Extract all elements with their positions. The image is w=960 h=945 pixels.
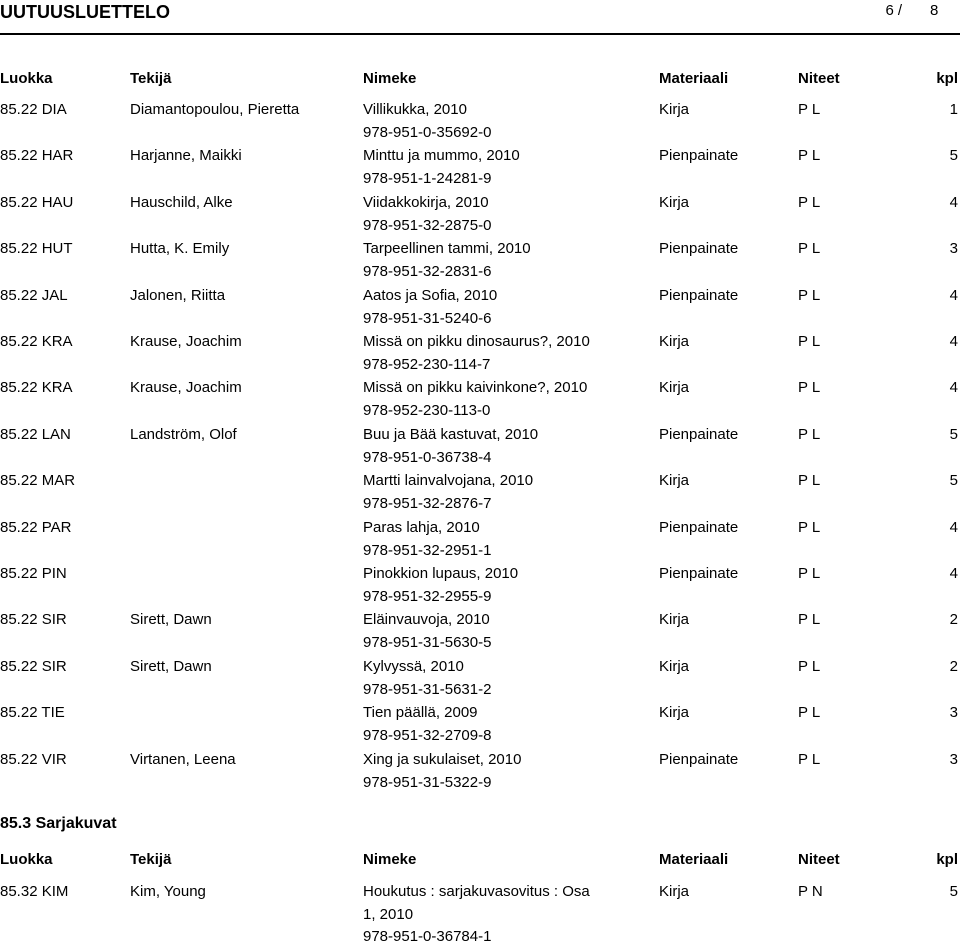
column-header-niteet: Niteet xyxy=(798,851,840,868)
cell-tekija: Krause, Joachim xyxy=(130,333,242,350)
cell-kpl: 3 xyxy=(949,704,958,721)
cell-isbn: 978-951-32-2831-6 xyxy=(363,263,492,280)
cell-luokka: 85.22 SIR xyxy=(0,658,67,675)
table-header-2 xyxy=(0,851,960,871)
cell-tekija: Landström, Olof xyxy=(130,426,237,443)
cell-luokka: 85.22 PAR xyxy=(0,519,72,536)
cell-isbn: 978-951-32-2951-1 xyxy=(363,542,492,559)
cell-kpl: 3 xyxy=(949,751,958,768)
table-row xyxy=(0,565,960,609)
cell-materiaali: Kirja xyxy=(659,472,690,489)
cell-niteet: P L xyxy=(798,751,821,768)
column-header-tekija: Tekijä xyxy=(130,851,172,868)
cell-tekija: Hutta, K. Emily xyxy=(130,240,230,257)
cell-luokka: 85.22 SIR xyxy=(0,611,67,628)
cell-tekija: Harjanne, Maikki xyxy=(130,147,242,164)
table-header xyxy=(0,70,960,90)
cell-materiaali: Kirja xyxy=(659,704,690,721)
column-header-materiaali: Materiaali xyxy=(659,851,729,868)
table-row xyxy=(0,101,960,145)
cell-isbn: 978-951-32-2709-8 xyxy=(363,727,492,744)
cell-luokka: 85.22 VIR xyxy=(0,751,67,768)
cell-isbn: 978-951-0-36738-4 xyxy=(363,449,492,466)
cell-tekija: Sirett, Dawn xyxy=(130,658,212,675)
cell-luokka: 85.22 DIA xyxy=(0,101,67,118)
cell-nimeke: Pinokkion lupaus, 2010 xyxy=(363,565,519,582)
cell-nimeke: Houkutus : sarjakuvasovitus : Osa xyxy=(363,883,590,900)
cell-luokka: 85.22 PIN xyxy=(0,565,67,582)
cell-kpl: 4 xyxy=(949,333,958,350)
cell-isbn: 978-952-230-114-7 xyxy=(363,356,491,373)
cell-materiaali: Kirja xyxy=(659,883,690,900)
cell-kpl: 4 xyxy=(949,287,958,304)
cell-kpl: 3 xyxy=(949,240,958,257)
cell-materiaali: Kirja xyxy=(659,379,690,396)
cell-kpl: 4 xyxy=(949,519,958,536)
cell-materiaali: Pienpainate xyxy=(659,426,739,443)
cell-nimeke: Martti lainvalvojana, 2010 xyxy=(363,472,534,489)
section-heading: 85.3 Sarjakuvat xyxy=(0,815,117,832)
cell-materiaali: Pienpainate xyxy=(659,240,739,257)
cell-tekija: Diamantopoulou, Pieretta xyxy=(130,101,300,118)
cell-niteet: P L xyxy=(798,658,821,675)
cell-niteet: P L xyxy=(798,426,821,443)
cell-kpl: 5 xyxy=(949,147,958,164)
cell-tekija: Jalonen, Riitta xyxy=(130,287,226,304)
cell-kpl: 1 xyxy=(949,101,958,118)
cell-kpl: 4 xyxy=(949,379,958,396)
cell-isbn: 978-951-31-5631-2 xyxy=(363,681,492,698)
cell-materiaali: Pienpainate xyxy=(659,519,739,536)
cell-nimeke: Viidakkokirja, 2010 xyxy=(363,194,489,211)
cell-isbn: 978-951-32-2955-9 xyxy=(363,588,492,605)
table-row xyxy=(0,658,960,702)
cell-materiaali: Kirja xyxy=(659,658,690,675)
cell-isbn: 978-952-230-113-0 xyxy=(363,402,491,419)
cell-materiaali: Pienpainate xyxy=(659,565,739,582)
cell-kpl: 5 xyxy=(949,883,958,900)
cell-niteet: P L xyxy=(798,333,821,350)
cell-tekija: Virtanen, Leena xyxy=(130,751,236,768)
cell-tekija: Sirett, Dawn xyxy=(130,611,212,628)
table-row xyxy=(0,426,960,470)
cell-isbn: 978-951-32-2876-7 xyxy=(363,495,492,512)
cell-niteet: P L xyxy=(798,565,821,582)
cell-nimeke: Tarpeellinen tammi, 2010 xyxy=(363,240,531,257)
cell-nimeke: Buu ja Bää kastuvat, 2010 xyxy=(363,426,539,443)
cell-luokka: 85.22 KRA xyxy=(0,379,73,396)
column-header-nimeke: Nimeke xyxy=(363,70,417,87)
table-row xyxy=(0,287,960,331)
cell-kpl: 4 xyxy=(949,194,958,211)
cell-kpl: 2 xyxy=(949,658,958,675)
cell-tekija: Hauschild, Alke xyxy=(130,194,233,211)
column-header-tekija: Tekijä xyxy=(130,70,172,87)
cell-materiaali: Kirja xyxy=(659,101,690,118)
cell-luokka: 85.22 HAR xyxy=(0,147,74,164)
cell-luokka: 85.22 HAU xyxy=(0,194,74,211)
cell-kpl: 5 xyxy=(949,426,958,443)
page-number: 6 / 8 xyxy=(885,2,939,19)
table-row xyxy=(0,379,960,423)
page-total: 8 xyxy=(930,2,939,19)
column-header-luokka: Luokka xyxy=(0,851,53,868)
cell-nimeke: Kylvyssä, 2010 xyxy=(363,658,464,675)
cell-niteet: P L xyxy=(798,611,821,628)
cell-luokka: 85.22 MAR xyxy=(0,472,76,489)
cell-kpl: 2 xyxy=(949,611,958,628)
cell-nimeke: Missä on pikku kaivinkone?, 2010 xyxy=(363,379,588,396)
cell-nimeke: Paras lahja, 2010 xyxy=(363,519,480,536)
cell-niteet: P L xyxy=(798,379,821,396)
table-row xyxy=(0,751,960,795)
table-row xyxy=(0,883,960,943)
column-header-luokka: Luokka xyxy=(0,70,53,87)
column-header-kpl: kpl xyxy=(936,851,958,868)
table-row xyxy=(0,240,960,284)
column-header-niteet: Niteet xyxy=(798,70,840,87)
cell-materiaali: Pienpainate xyxy=(659,287,739,304)
table-row xyxy=(0,147,960,191)
cell-isbn: 978-951-1-24281-9 xyxy=(363,170,492,187)
cell-niteet: P L xyxy=(798,240,821,257)
cell-luokka: 85.22 JAL xyxy=(0,287,68,304)
page-current: 6 xyxy=(885,2,894,19)
cell-kpl: 5 xyxy=(949,472,958,489)
cell-luokka: 85.22 TIE xyxy=(0,704,65,721)
cell-niteet: P L xyxy=(798,147,821,164)
cell-niteet: P L xyxy=(798,287,821,304)
cell-tekija: Kim, Young xyxy=(130,883,206,900)
cell-niteet: P L xyxy=(798,472,821,489)
cell-nimeke-cont: 1, 2010 xyxy=(363,906,414,923)
column-header-nimeke: Nimeke xyxy=(363,851,417,868)
cell-nimeke: Minttu ja mummo, 2010 xyxy=(363,147,520,164)
cell-luokka: 85.22 HUT xyxy=(0,240,73,257)
table-row xyxy=(0,704,960,748)
table-row xyxy=(0,472,960,516)
table-row xyxy=(0,519,960,563)
cell-nimeke: Villikukka, 2010 xyxy=(363,101,467,118)
column-header-materiaali: Materiaali xyxy=(659,70,729,87)
table-row xyxy=(0,611,960,655)
cell-tekija: Krause, Joachim xyxy=(130,379,242,396)
cell-luokka: 85.32 KIM xyxy=(0,883,69,900)
page-title: UUTUUSLUETTELO xyxy=(0,2,170,22)
cell-nimeke: Xing ja sukulaiset, 2010 xyxy=(363,751,522,768)
cell-luokka: 85.22 KRA xyxy=(0,333,73,350)
cell-materiaali: Kirja xyxy=(659,611,690,628)
cell-niteet: P L xyxy=(798,519,821,536)
cell-nimeke: Tien päällä, 2009 xyxy=(363,704,478,721)
table-row xyxy=(0,333,960,377)
cell-materiaali: Kirja xyxy=(659,194,690,211)
cell-kpl: 4 xyxy=(949,565,958,582)
cell-niteet: P L xyxy=(798,101,821,118)
cell-materiaali: Pienpainate xyxy=(659,147,739,164)
table-row xyxy=(0,194,960,238)
cell-isbn: 978-951-0-35692-0 xyxy=(363,124,492,141)
cell-nimeke: Eläinvauvoja, 2010 xyxy=(363,611,490,628)
cell-luokka: 85.22 LAN xyxy=(0,426,71,443)
cell-nimeke: Aatos ja Sofia, 2010 xyxy=(363,287,498,304)
column-header-kpl: kpl xyxy=(936,70,958,87)
header-divider xyxy=(0,33,960,35)
cell-materiaali: Pienpainate xyxy=(659,751,739,768)
cell-materiaali: Kirja xyxy=(659,333,690,350)
cell-niteet: P L xyxy=(798,704,821,721)
cell-isbn: 978-951-32-2875-0 xyxy=(363,217,492,234)
cell-niteet: P L xyxy=(798,194,821,211)
cell-isbn: 978-951-0-36784-1 xyxy=(363,928,492,945)
cell-isbn: 978-951-31-5630-5 xyxy=(363,634,492,651)
cell-niteet: P N xyxy=(798,883,823,900)
cell-isbn: 978-951-31-5322-9 xyxy=(363,774,492,791)
cell-isbn: 978-951-31-5240-6 xyxy=(363,310,492,327)
cell-nimeke: Missä on pikku dinosaurus?, 2010 xyxy=(363,333,590,350)
